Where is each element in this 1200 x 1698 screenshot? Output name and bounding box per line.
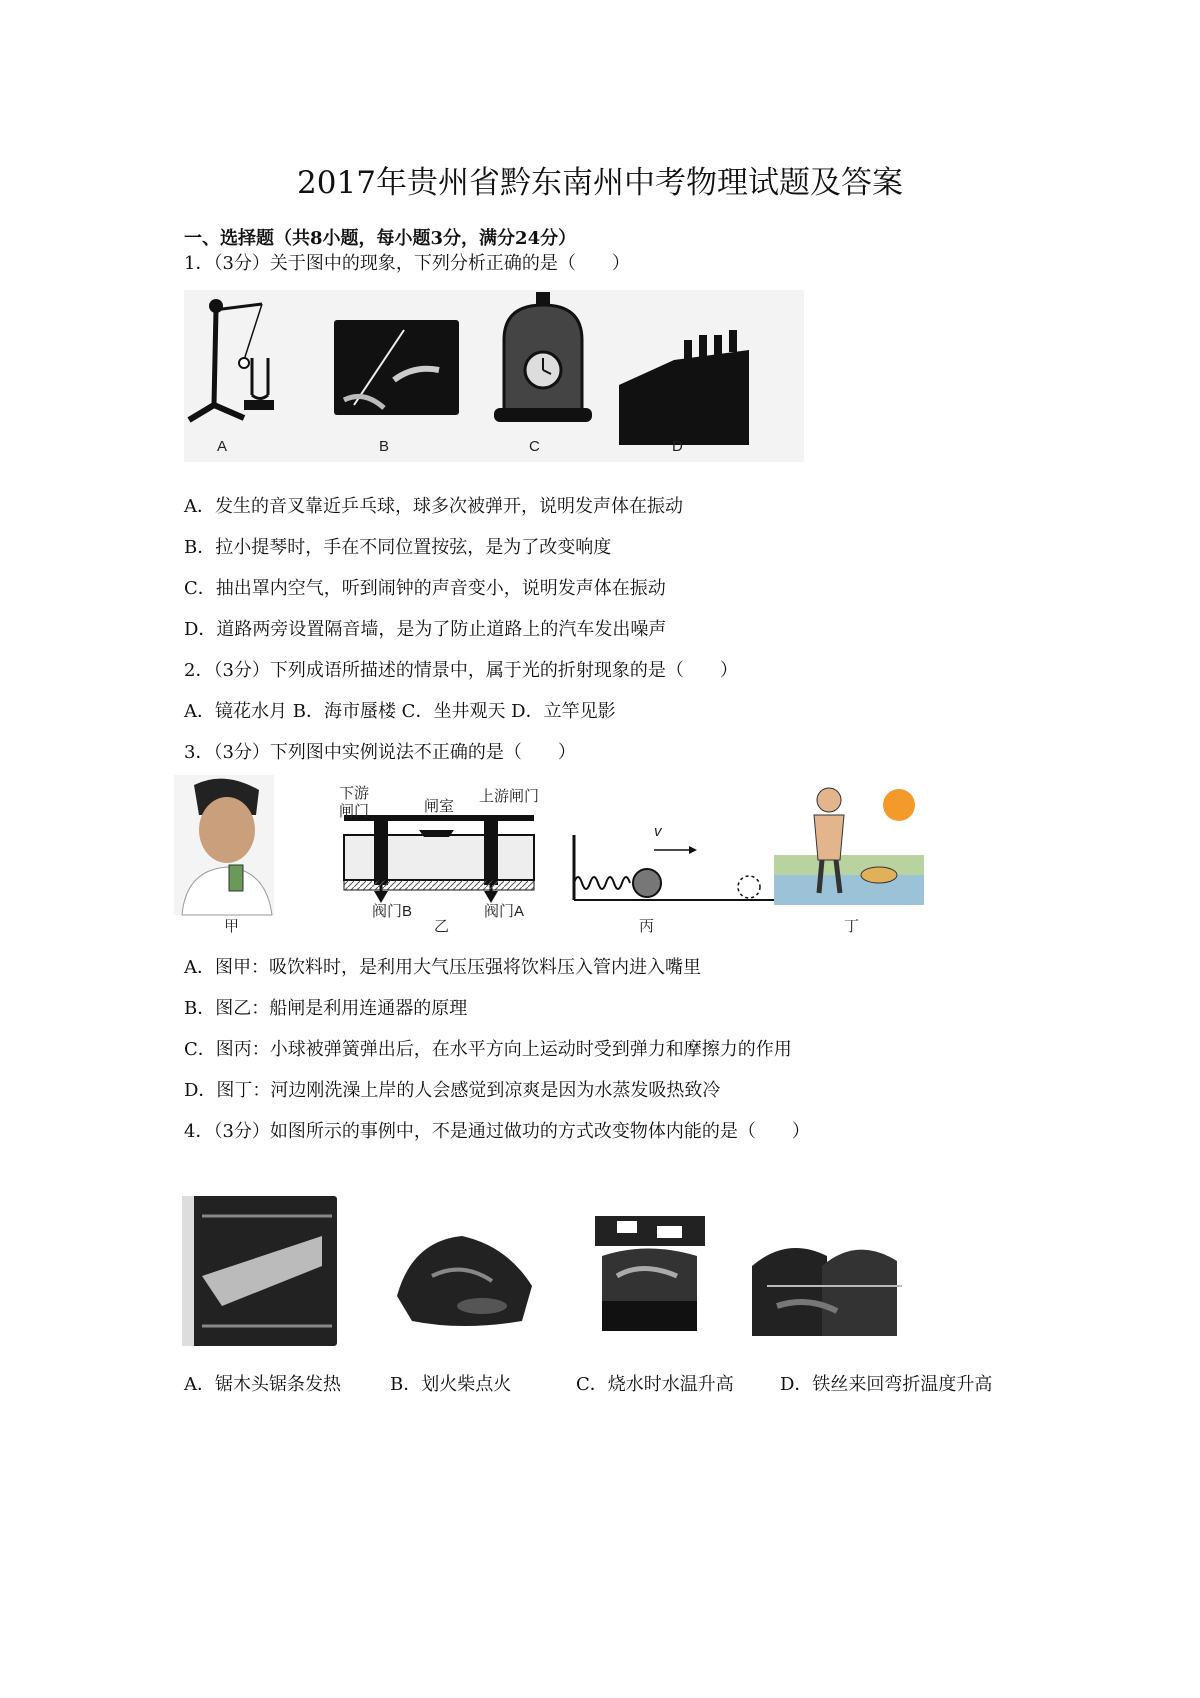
figure-label-c: C xyxy=(529,438,540,455)
figure-label-a: A xyxy=(217,438,228,455)
bending-wire-image xyxy=(747,1226,907,1336)
sawing-wood-photo xyxy=(182,1196,337,1346)
section-heading: 一、选择题（共8小题，每小题3分，满分24分） xyxy=(184,228,577,249)
question-3-option-c: C．图丙：小球被弹簧弹出后，在水平方向上运动时受到弹力和摩擦力的作用 xyxy=(184,1039,792,1060)
question-1-figure xyxy=(184,290,804,462)
striking-match-image xyxy=(392,1226,542,1331)
figure-label-d: D xyxy=(672,438,683,455)
sound-barrier-wall-image xyxy=(614,320,749,450)
question-1-option-c: C．抽出罩内空气，听到闹钟的声音变小，说明发声体在振动 xyxy=(184,578,666,599)
man-after-bathing-image xyxy=(774,775,924,915)
question-3-option-b: B．图乙：船闸是利用连通器的原理 xyxy=(184,998,468,1019)
question-4-option-b: B．划火柴点火 xyxy=(390,1374,512,1395)
question-3-option-d: D．图丁：河边刚洗澡上岸的人会感觉到凉爽是因为水蒸发吸热致冷 xyxy=(184,1080,721,1101)
boiling-water-image xyxy=(587,1216,707,1336)
question-4-figure xyxy=(182,1196,982,1346)
question-2-options: A．镜花水月 B．海市蜃楼 C．坐井观天 D．立竿见影 xyxy=(184,701,616,722)
question-2-stem: 2．（3分）下列成语所描述的情景中，属于光的折射现象的是（ ） xyxy=(184,660,738,681)
figure-label-ding: 丁 xyxy=(844,918,860,935)
spring-ball-diagram xyxy=(569,815,779,915)
question-3-option-a: A．图甲：吸饮料时，是利用大气压压强将饮料压入管内进入嘴里 xyxy=(184,957,701,978)
downstream-gate-label: 下游闸门 xyxy=(339,785,370,820)
question-1-option-b: B．拉小提琴时，手在不同位置按弦，是为了改变响度 xyxy=(184,537,612,558)
boy-drinking-photo xyxy=(174,775,274,915)
question-4-option-a: A．锯木头锯条发热 xyxy=(184,1374,341,1395)
violin-photo xyxy=(334,320,459,415)
question-3-stem: 3．（3分）下列图中实例说法不正确的是（ ） xyxy=(184,742,576,763)
valve-a-label: 阀门A xyxy=(484,903,525,920)
figure-label-b: B xyxy=(379,438,390,455)
question-1-option-d: D．道路两旁设置隔音墙，是为了防止道路上的汽车发出噪声 xyxy=(184,619,667,640)
figure-label-yi: 乙 xyxy=(434,918,450,935)
bell-jar-clock-image xyxy=(489,290,599,440)
question-3-figure xyxy=(184,775,1034,935)
lock-chamber-label: 闸室 xyxy=(424,798,455,815)
question-4-option-c: C．烧水时水温升高 xyxy=(576,1374,734,1395)
question-1-stem: 1．（3分）关于图中的现象，下列分析正确的是（ ） xyxy=(184,253,630,274)
figure-label-jia: 甲 xyxy=(224,918,240,935)
velocity-label: v xyxy=(654,823,662,840)
question-4-stem: 4．（3分）如图所示的事例中，不是通过做功的方式改变物体内能的是（ ） xyxy=(184,1121,810,1142)
question-4-option-d: D．铁丝来回弯折温度升高 xyxy=(780,1374,993,1395)
valve-b-label: 阀门B xyxy=(372,903,413,920)
question-1-option-a: A．发生的音叉靠近乒乓球，球多次被弹开，说明发声体在振动 xyxy=(184,496,683,517)
upstream-gate-label: 上游闸门 xyxy=(479,788,540,805)
tuning-fork-pendulum-image xyxy=(184,290,304,440)
figure-label-bing: 丙 xyxy=(639,918,655,935)
page-title: 2017年贵州省黔东南州中考物理试题及答案 xyxy=(297,165,903,201)
